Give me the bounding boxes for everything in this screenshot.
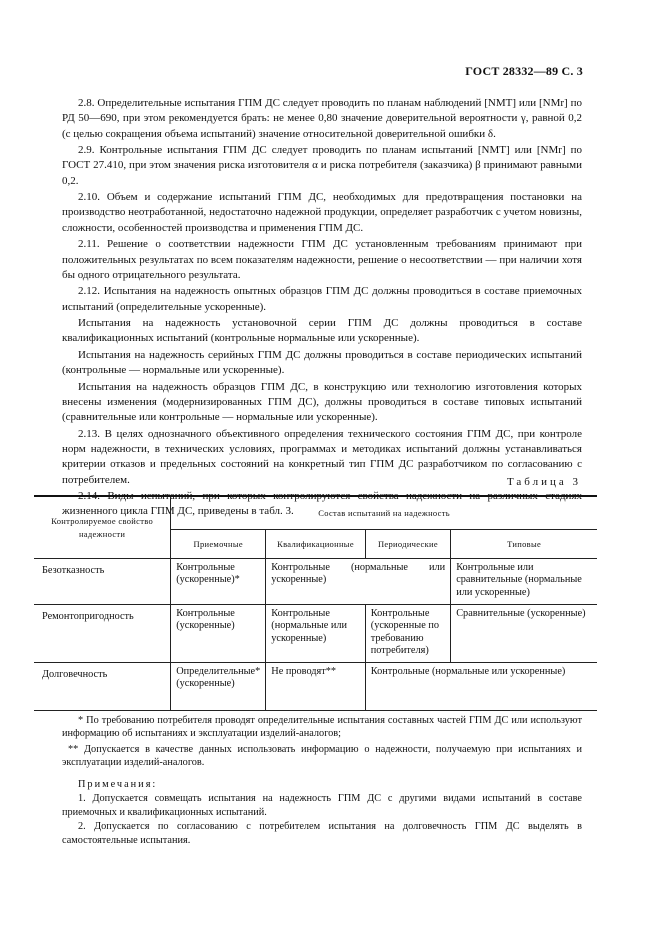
table-row xyxy=(34,559,597,605)
body-text xyxy=(62,96,582,521)
cell-tipovye: Сравнительные (ускоренные) xyxy=(451,605,597,663)
footnote-2: ** Допускается в качестве данных использовать информацию о надежности, получаемую при испытаниях и эксплуатации изделий-аналогов. xyxy=(62,743,582,769)
paragraph-2-14: 2.14. Виды испытаний, при которых контролируются свойства надежности на различных стадиях жизненного цикла ГПМ ДС, приведены в табл. 3. xyxy=(62,490,582,518)
cell-property: Ремонтопригодность xyxy=(34,605,171,663)
paragraph-2-13: 2.13. В целях однозначного объективного определения технического состояния ГПМ ДС, при контроле норм надежности, в технических условиях, программах и методиках испытаний должны устанавливаться критерии отказов и предельных состояний на конкретный тип ГПМ ДС разработчиком по согласованию с потребителем. xyxy=(62,427,582,486)
page-header: ГОСТ 28332—89 С. 3 xyxy=(465,64,583,78)
cell-kvalifikatsionnye: Не проводят** xyxy=(266,663,366,711)
cell-tipovye: Контрольные или сравнительные (нормальные или ускоренные) xyxy=(451,559,597,605)
table-3 xyxy=(34,495,597,711)
paragraph-2-9: 2.9. Контрольные испытания ГПМ ДС следует проводить по планам испытаний [NMT] или [NMr] по ГОСТ 27.410, при этом значения риска изготовителя α и риска потребителя (заказчика) β принимают равными 0,2. xyxy=(62,144,582,187)
col-header-priemochnye: Приемочные xyxy=(171,530,266,559)
cell-property: Долговечность xyxy=(34,663,171,711)
cell-property: Безотказность xyxy=(34,559,171,605)
paragraph-2-12-d: Испытания на надежность образцов ГПМ ДС, в конструкцию или технологию изготовления которых внесены изменения (модернизированных ГПМ ДС), должны проводиться в составе типовых испытаний (сравнительные или контрольные — нормальные или ускоренные). xyxy=(62,380,582,424)
table-row xyxy=(34,663,597,711)
col-header-kvalifikatsionnye: Квалификационные xyxy=(266,530,366,559)
paragraph-2-12-c: Испытания на надежность серийных ГПМ ДС должны проводиться в составе периодических испытаний (контрольные — нормальные или ускоренные). xyxy=(62,348,582,377)
paragraph-2-8: 2.8. Определительные испытания ГПМ ДС следует проводить по планам наблюдений [NMT] или [NMr] по РД 50—690, при этом рекомендуется брать: не менее 0,80 значение доверительной вероятности γ, равной 0,2 (с целью сокращения объема испытаний) значение относительной доверительной ошибки δ. xyxy=(62,97,582,140)
notes xyxy=(62,778,582,848)
note-1: 1. Допускается совмещать испытания на надежность ГПМ ДС с другими видами испытаний в составе приемочных и квалификационных испытаний. xyxy=(62,793,582,818)
col-header-property: Контролируемое свойство надежности xyxy=(34,496,171,559)
notes-heading: Примечания: xyxy=(78,779,158,790)
cell-priemochnye: Контрольные (ускоренные)* xyxy=(171,559,266,605)
table-row xyxy=(34,605,597,663)
col-header-tipovye: Типовые xyxy=(451,530,597,559)
cell-periodicheskie: Контрольные (ускоренные по требованию потребителя) xyxy=(365,605,450,663)
paragraph-2-10: 2.10. Объем и содержание испытаний ГПМ ДС, необходимых для предотвращения постановки на производство неотработанной, недостаточно надежной продукции, определяет разработчик с учетом новизны, сложности, особенностей производства и применения ГПМ ДС. xyxy=(62,191,582,234)
table-header-row xyxy=(34,496,597,530)
paragraph-2-12: 2.12. Испытания на надежность опытных образцов ГПМ ДС должны проводиться в составе приемочных испытаний (определительные ускоренные). xyxy=(62,285,582,313)
paragraph-2-11: 2.11. Решение о соответствии надежности ГПМ ДС установленным требованиям принимают при положительных результатах по всем показателям надежности, решение о несоответствии — при наличии хотя бы одного отрицательного результата. xyxy=(62,238,582,281)
footnotes xyxy=(62,714,582,772)
group-header: Состав испытаний на надежность xyxy=(171,496,597,530)
cell-priemochnye: Контрольные (ускоренные) xyxy=(171,605,266,663)
cell-kvalifikatsionnye: Контрольные (нормальные или ускоренные) xyxy=(266,605,366,663)
note-2: 2. Допускается по согласованию с потребителем испытания на долговечность ГПМ ДС выделять в самостоятельные испытания. xyxy=(62,821,582,846)
col-header-periodicheskie: Периодические xyxy=(365,530,450,559)
table-label: Таблица 3 xyxy=(506,476,581,488)
footnote-1: * По требованию потребителя проводят определительные испытания составных частей ГПМ ДС или используют информацию об испытаниях и эксплуатации изделий-аналогов; xyxy=(62,715,582,740)
cell-period-tipovye: Контрольные (нормальные или ускоренные) xyxy=(365,663,597,711)
cell-priemochnye: Определительные* (ускоренные) xyxy=(171,663,266,711)
paragraph-2-12-b: Испытания на надежность установочной серии ГПМ ДС должны проводиться в составе квалификационных испытаний (контрольные нормальные или ускоренные). xyxy=(62,317,582,345)
cell-kval-period: Контрольные (нормальные или ускоренные) xyxy=(266,559,451,605)
